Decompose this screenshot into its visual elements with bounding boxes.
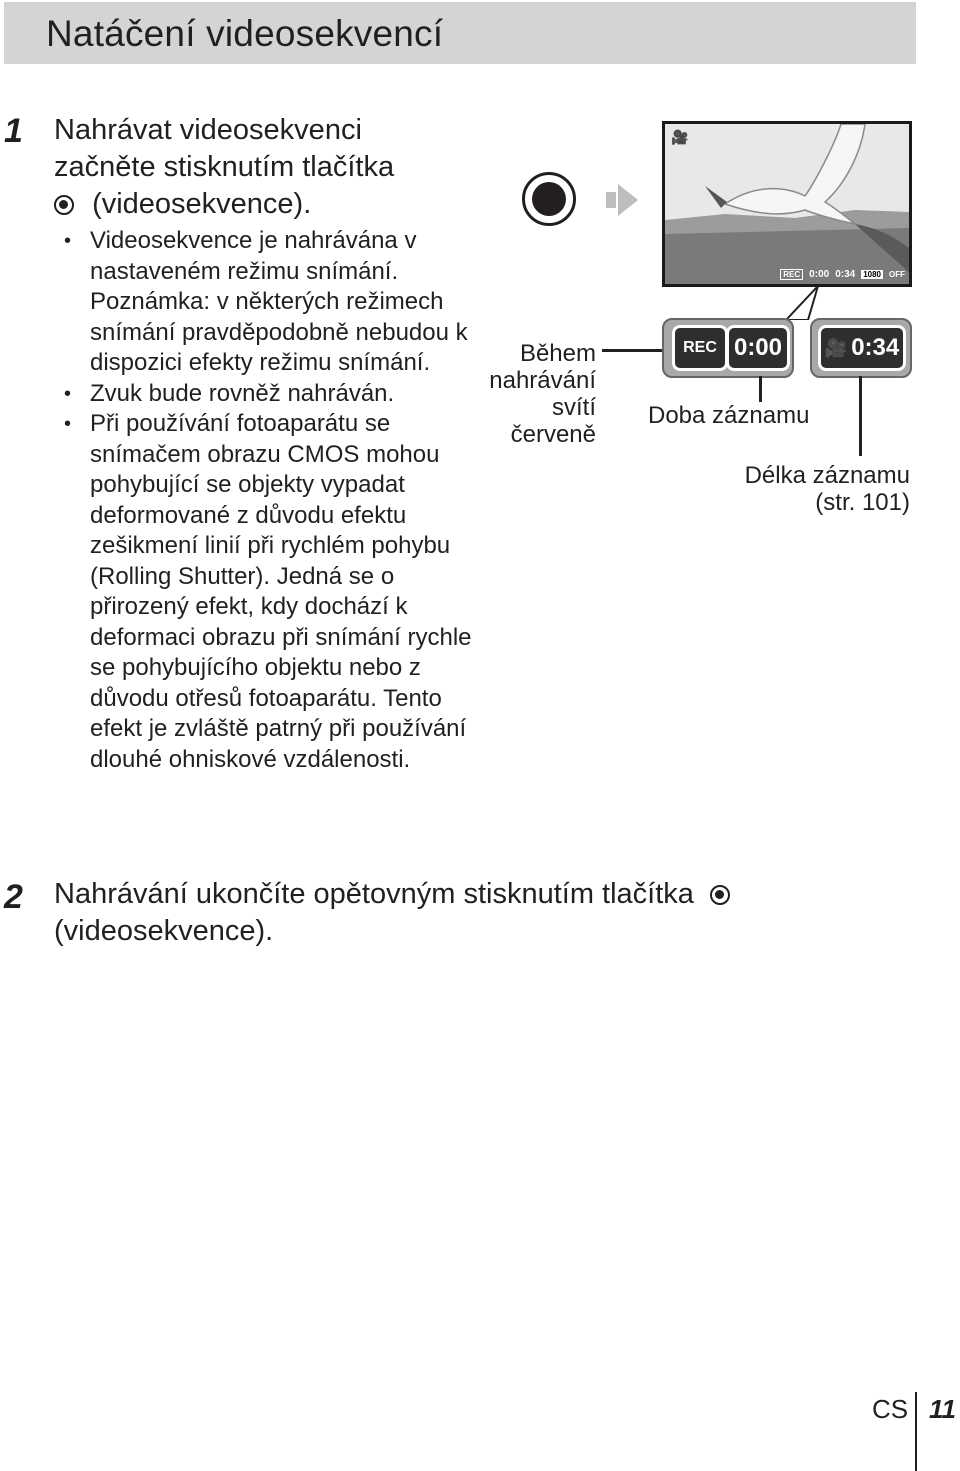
- screen-remaining-time: 0:34: [835, 269, 856, 280]
- camera-screen-preview: [662, 121, 912, 287]
- record-length-ref: (str. 101): [815, 489, 910, 516]
- step-1-notes: [60, 226, 480, 775]
- lcd-recording-panel: [662, 318, 794, 378]
- header-bar: [4, 2, 916, 64]
- seagull-photo: [665, 124, 909, 284]
- note-item: • Zvuk bude rovněž nahráván.: [60, 379, 480, 410]
- step-2-instruction: [54, 876, 854, 950]
- duration-leader-line: [759, 376, 762, 402]
- screen-status-bar: [780, 269, 905, 280]
- screen-rec-time: 0:00: [809, 269, 830, 280]
- lcd-rec-label: REC: [683, 339, 717, 356]
- step-1-instruction: [54, 112, 494, 223]
- language-code: CS: [872, 1394, 909, 1424]
- movie-button-icon: [710, 885, 730, 905]
- lcd-elapsed-time: [726, 325, 790, 371]
- note-item: • Videosekvence je nahrávána v nastaveném režimu snímání. Poznámka: v některých režimech snímání pravděpodobně nebudou k dispozici efekty režimu snímání.: [60, 226, 480, 379]
- step-2-line-1: [54, 876, 854, 913]
- record-length-label: [700, 462, 910, 516]
- step-1-number: 1: [4, 112, 23, 150]
- record-duration-label: Doba záznamu: [648, 402, 810, 429]
- note-item: • Při používání fotoaparátu se snímačem obrazu CMOS mohou pohybující se objekty vypadat deformované z důvodu efektu zešikmení linií při rychlém pohybu (Rolling Shutter). Jedná se o přirozený efekt, kdy dochází k deformaci obrazu při snímání rychle se pohybujícího objektu nebo z důvodu otřesů fotoaparátu. Tento efekt je zvláště patrný při používání dlouhé ohniskové vzdálenosti.: [60, 409, 480, 775]
- step-2-number: 2: [4, 878, 23, 916]
- page-number: 11: [929, 1394, 956, 1424]
- screen-resolution: 1080: [863, 270, 881, 279]
- rec-label-line: svítí: [551, 394, 596, 421]
- rec-label-line: Během: [519, 340, 596, 367]
- step-1-line-3: [54, 186, 494, 223]
- recording-light-label: [476, 340, 596, 448]
- page-title: Natáčení videosekvencí: [46, 13, 444, 54]
- footer-divider: [915, 1392, 917, 1471]
- rec-label-line: červeně: [510, 421, 596, 448]
- rec-label-line: nahrávání: [489, 367, 596, 394]
- callout-pointer: [780, 286, 830, 320]
- movie-button-icon: [54, 195, 74, 215]
- movie-mode-icon: 🎥: [671, 130, 689, 146]
- lcd-remaining-panel: [810, 318, 912, 378]
- step-1-line-1: Nahrávat videosekvenci: [54, 114, 362, 146]
- screen-mode: OFF: [889, 270, 905, 279]
- movie-record-button-icon: [522, 172, 576, 226]
- movie-camera-icon: 🎥: [824, 337, 848, 358]
- lcd-remaining-time: [818, 325, 906, 371]
- arrow-right-icon: [606, 180, 638, 220]
- step-2-line-2: (videosekvence).: [54, 915, 274, 947]
- lcd-elapsed-value: 0:00: [733, 334, 783, 361]
- screen-rec-indicator: REC: [780, 269, 803, 280]
- step-2-line-1-text: Nahrávání ukončíte opětovným stisknutím tlačítka: [54, 878, 694, 910]
- record-length-text: Délka záznamu: [744, 462, 910, 489]
- length-leader-line: [859, 376, 862, 456]
- lcd-remaining-value: 0:34: [851, 334, 900, 361]
- step-1-line-3-text: (videosekvence).: [92, 188, 312, 220]
- step-1-line-2: začněte stisknutím tlačítka: [54, 151, 395, 183]
- lcd-rec-badge: [672, 325, 728, 371]
- screen-image: [665, 124, 909, 284]
